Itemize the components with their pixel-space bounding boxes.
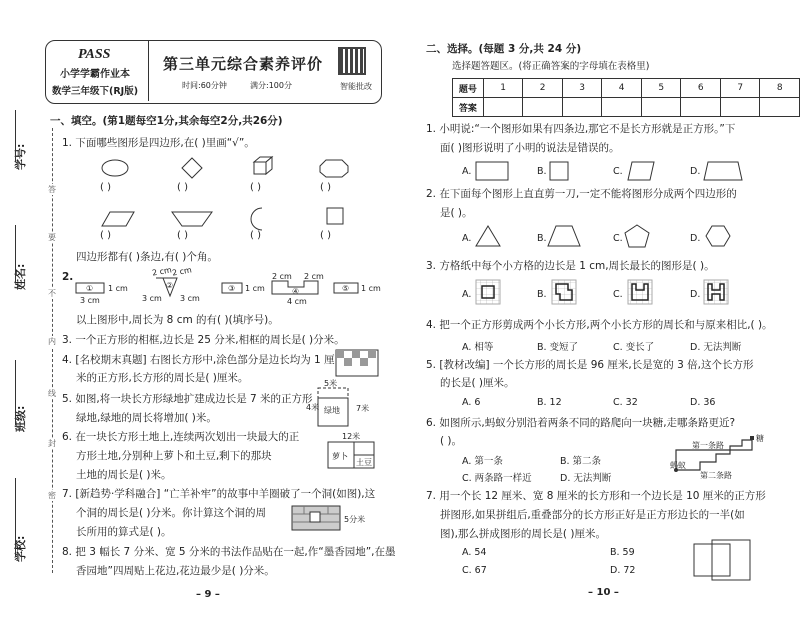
part2-heading: 二、选择。(每题 3 分,共 24 分): [426, 43, 582, 55]
q2-r4-w: 4 cm: [287, 297, 307, 306]
answer-paren[interactable]: ( ): [177, 230, 188, 241]
q2-fill-line: 以上图形中,周长为 8 cm 的有( )(填序号)。: [76, 314, 279, 326]
p2-q3-text: 3. 方格纸中每个小方格的边长是 1 cm,周长最长的图形是( )。: [426, 260, 715, 272]
q6-road2-label: 第二条路: [700, 471, 732, 480]
table-col-header: 8: [760, 79, 800, 98]
q2-r1-label: ①: [86, 284, 94, 293]
school-label: 学校:: [14, 535, 27, 562]
p2-q1-text-b: 面( )图形说明了小明的说法是错误的。: [440, 142, 620, 154]
p2-q6-text-b: ( )。: [440, 435, 463, 447]
p2-q1-opt-c: C.: [613, 166, 623, 177]
p2-q3-opt-c: C.: [613, 289, 623, 300]
answer-paren[interactable]: ( ): [250, 182, 261, 193]
p2-q6-opt-d: D. 无法判断: [560, 473, 612, 484]
answer-paren[interactable]: ( ): [320, 230, 331, 241]
answer-paren[interactable]: ( ): [100, 182, 111, 193]
class-label: 班级:: [14, 405, 27, 432]
p2-q1-opt-d: D.: [690, 166, 701, 177]
table-col-header: 7: [720, 79, 760, 98]
p2-q5-opt-b: B. 12: [537, 397, 562, 408]
p2-q7-text-b: 拼图形,如果拼组后,重叠部分的长方形正好是正方形边长的一半(如: [440, 509, 745, 521]
q5-right-label: 7米: [356, 404, 370, 413]
p2-q5-opt-d: D. 36: [690, 397, 716, 408]
p2-q3-opt-a: A.: [462, 289, 472, 300]
q8-text-a: 8. 把 3 幅长 7 分米、宽 5 分米的书法作品贴在一起,作“墨香园地”,在墨: [62, 546, 396, 558]
q6-text-a: 6. 在一块长方形土地上,连续两次划出一块最大的正: [62, 431, 300, 443]
answer-paren[interactable]: ( ): [320, 182, 331, 193]
table-answer-label: 答案: [453, 98, 484, 117]
time-info: 时间:60分钟: [182, 81, 227, 90]
p2-q5-text-b: 的长是( )厘米。: [440, 377, 515, 389]
seal-char: 答: [48, 185, 56, 194]
p2-q2-text-b: 是( )。: [440, 207, 473, 219]
q6-text-c: 土地的周长是( )米。: [76, 469, 172, 481]
p2-q5-opt-a: A. 6: [462, 397, 481, 408]
q7-text-c: 长所用的算式是( )。: [76, 526, 172, 538]
p2-q7-opt-d: D. 72: [610, 565, 636, 576]
p2-q2-opt-c: C.: [613, 233, 623, 244]
p2-q7-opt-a: A. 54: [462, 547, 487, 558]
answer-area-title: 选择题答题区。(将正确答案的字母填在表格里): [452, 61, 650, 72]
q6-candy-label: 糖: [756, 434, 764, 443]
q4-text-a: 4. [名校期末真题] 右图长方形中,涂色部分是边长均为 1 厘: [62, 354, 335, 366]
seal-char: 内: [48, 337, 56, 346]
q2-r1-h: 1 cm: [108, 284, 128, 293]
q1-fill-line: 四边形都有( )条边,有( )个角。: [76, 251, 218, 263]
p2-q6-opt-c: C. 两条路一样近: [462, 473, 532, 484]
page-title: 第三单元综合素养评价: [163, 55, 324, 73]
p2-q3-opt-d: D.: [690, 289, 701, 300]
name-label: 姓名:: [14, 263, 27, 290]
q2-r2-b: 2 cm: [171, 265, 193, 278]
answer-paren[interactable]: ( ): [100, 230, 111, 241]
answer-paren[interactable]: ( ): [250, 230, 261, 241]
table-col-header: 2: [523, 79, 563, 98]
q2-number: 2.: [62, 271, 74, 283]
seal-char: 封: [48, 439, 56, 448]
q2-r3-label: ③: [228, 284, 236, 293]
q6-radish-label: 萝卜: [332, 452, 348, 461]
q7-text-b: 个洞的周长是( )分米。你计算这个洞的周: [76, 507, 267, 519]
p2-q4-opt-c: C. 变长了: [613, 342, 655, 353]
p2-q4-opt-b: B. 变短了: [537, 342, 579, 353]
q2-r5-h: 1 cm: [361, 284, 381, 293]
p2-q4-text: 4. 把一个正方形剪成两个小长方形,两个小长方形的周长和与原来相比,( )。: [426, 319, 773, 331]
q1-text: 1. 下面哪些图形是四边形,在( )里画“√”。: [62, 137, 255, 149]
part1-heading: 一、填空。(第1题每空1分,其余每空2分,共26分): [50, 115, 283, 127]
q8-text-b: 香园地”四周贴上花边,花边最少是( )分米。: [76, 565, 275, 577]
seal-char: 要: [48, 233, 56, 242]
header-logo: PASS: [78, 47, 111, 62]
p2-q4-opt-d: D. 无法判断: [690, 342, 742, 353]
scan-label: 智能批改: [340, 82, 372, 91]
page-number-right: – 10 –: [588, 587, 619, 598]
q5-text-a: 5. 如图,将一块长方形绿地扩建成边长是 7 米的正方形: [62, 393, 313, 405]
p2-q4-opt-a: A. 相等: [462, 342, 494, 353]
p2-q7-opt-c: C. 67: [462, 565, 487, 576]
student-id-label: 学号:: [14, 143, 27, 170]
p2-q2-opt-a: A.: [462, 233, 472, 244]
p2-q1-text-a: 1. 小明说:“一个图形如果有四条边,那它不是长方形就是正方形。”下: [426, 123, 736, 135]
p2-q6-opt-b: B. 第二条: [560, 456, 602, 467]
q2-r4-label: ④: [292, 287, 300, 296]
q6-road1-label: 第一条路: [692, 441, 724, 450]
q2-r5-label: ⑤: [342, 284, 350, 293]
table-col-header: 5: [641, 79, 681, 98]
q6-potato-label: 土豆: [356, 458, 372, 467]
p2-q7-text-c: 图),那么拼成图形的周长是( )厘米。: [440, 528, 606, 540]
seal-char: 线: [48, 389, 56, 398]
p2-q1-opt-b: B.: [537, 166, 547, 177]
p2-q6-text-a: 6. 如图所示,蚂蚁分别沿着两条不同的路爬向一块糖,走哪条路更近?: [426, 417, 736, 429]
answer-paren[interactable]: ( ): [177, 182, 188, 193]
q6-top-label: 12米: [342, 432, 361, 441]
p2-q6-opt-a: A. 第一条: [462, 456, 503, 467]
q2-r4-b: 2 cm: [304, 272, 324, 281]
q2-r2-r: 3 cm: [180, 294, 200, 303]
p2-q5-text-a: 5. [教材改编] 一个长方形的周长是 96 厘米,长是宽的 3 倍,这个长方形: [426, 359, 754, 371]
q7-text-a: 7. [新趋势·学科融合] “亡羊补牢”的故事中羊圈破了一个洞(如图),这: [62, 488, 376, 500]
p2-q7-opt-b: B. 59: [610, 547, 635, 558]
page-number-left: – 9 –: [196, 589, 220, 600]
p2-q3-opt-b: B.: [537, 289, 547, 300]
q5-inner-label: 绿地: [324, 406, 340, 415]
p2-q1-opt-a: A.: [462, 166, 472, 177]
table-col-header: 4: [602, 79, 642, 98]
q2-r3-h: 1 cm: [245, 284, 265, 293]
p2-q2-opt-b: B.: [537, 233, 547, 244]
p2-q5-opt-c: C. 32: [613, 397, 638, 408]
table-col-header: 6: [681, 79, 721, 98]
q2-r2-label: ②: [166, 281, 174, 290]
q2-r2-a: 2 cm: [151, 265, 173, 278]
series-name: 小学学霸作业本: [60, 69, 130, 80]
p2-q2-text-a: 2. 在下面每个图形上直直剪一刀,一定不能将图形分成两个四边形的: [426, 188, 737, 200]
q5-text-b: 绿地,绿地的周长将增加( )米。: [76, 412, 217, 424]
seal-char: 不: [48, 289, 56, 298]
q4-text-b: 米的正方形,长方形的周长是( )厘米。: [76, 372, 249, 384]
score-info: 满分:100分: [250, 81, 292, 90]
q7-fig-label: 5分米: [344, 515, 366, 524]
table-col-header: 3: [562, 79, 602, 98]
p2-q2-opt-d: D.: [690, 233, 701, 244]
q6-ant-label: 蚂蚁: [670, 461, 686, 470]
q5-top-label: 5米: [324, 379, 338, 388]
p2-q7-text-a: 7. 用一个长 12 厘米、宽 8 厘米的长方形和一个边长是 10 厘米的正方形: [426, 490, 766, 502]
grade-label: 数学三年级下(RJ版): [52, 86, 139, 97]
q2-r4-a: 2 cm: [272, 272, 292, 281]
seal-char: 密: [48, 491, 56, 500]
q2-r1-w: 3 cm: [80, 296, 100, 305]
q2-r2-l: 3 cm: [142, 294, 162, 303]
q3-text: 3. 一个正方形的相框,边长是 25 分米,相框的周长是( )分米。: [62, 334, 345, 346]
q6-text-b: 方形土地,分别种上萝卜和土豆,剩下的那块: [76, 450, 272, 462]
table-col-header: 1: [483, 79, 523, 98]
table-head-label: 题号: [453, 79, 484, 98]
q5-left-label: 4米: [306, 403, 320, 412]
